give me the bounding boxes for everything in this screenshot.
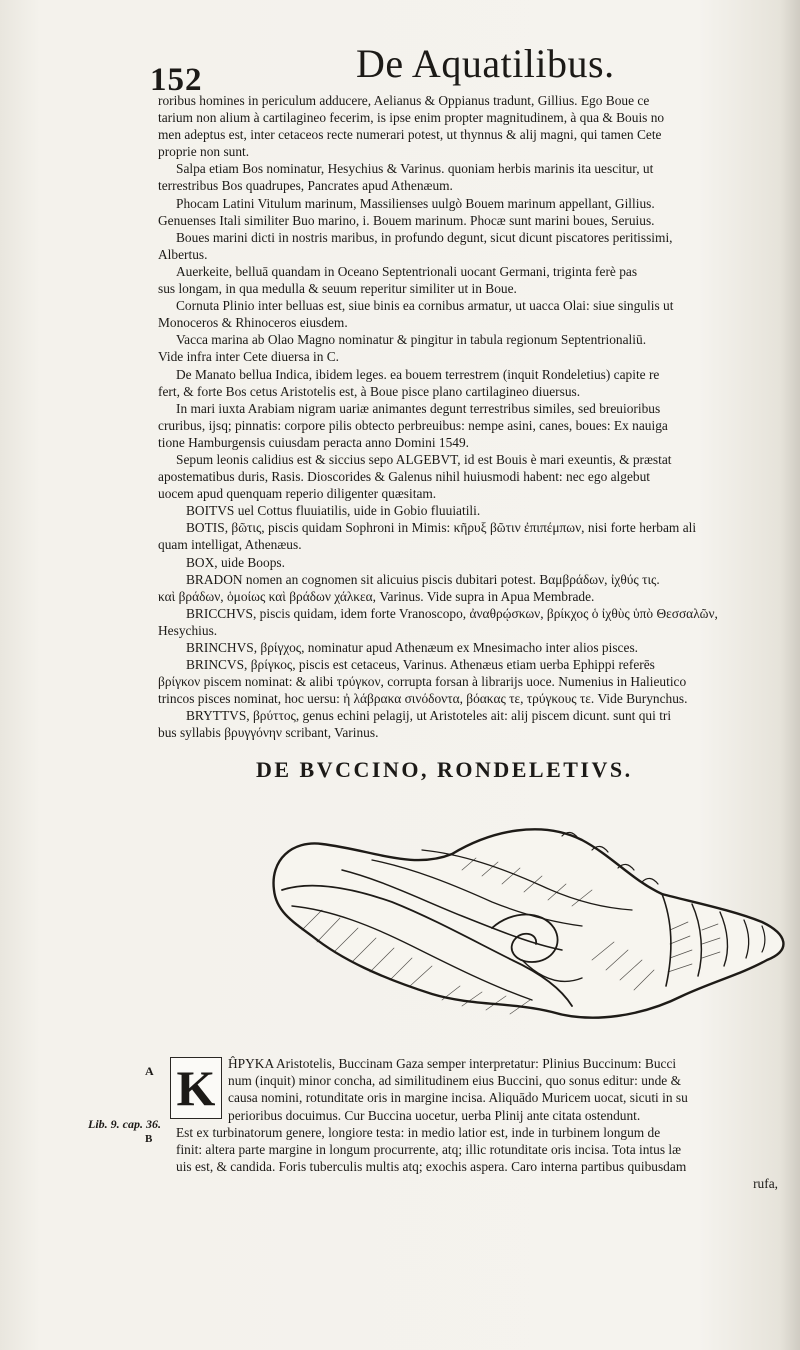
text-line: BRINCHVS, βρίγχος, nominatur apud Athenæum ex Mnesimacho inter alios pisces. xyxy=(186,640,639,655)
text-line: num (inquit) minor concha, ad similitudinem eius Buccini, quo sonus editur: unde & xyxy=(228,1073,681,1089)
text-line: tarium non alium à cartilagineo fecerim, is ipse enim propter magnitudinem, à qua & Bouis no xyxy=(158,110,665,126)
text-line: perioribus docuimus. Cur Buccina uocetur, uerba Plinij ante citata ostendunt. xyxy=(228,1107,641,1123)
text-line: BRINCVS, βρίγκος, piscis est cetaceus, Varinus. Athenæus etiam uerba Ephippi referēs xyxy=(186,657,655,673)
buccinum-shell-illustration xyxy=(262,810,800,1040)
text-line: trincos pisces nominat, hoc uersu: ἠ λάβρακα σινόδοντα, βόακας τε, τρύγκους τε. Vide Burynchus. xyxy=(158,691,688,707)
margin-reference: Lib. 9. cap. 36. xyxy=(88,1117,161,1131)
margin-letter-b: B xyxy=(145,1133,153,1145)
text-line: tione Hamburgensis cuiusdam peracta anno Domini 1549. xyxy=(158,434,470,450)
text-line: rufa, xyxy=(753,1176,778,1192)
text-line: Hesychius. xyxy=(158,622,218,638)
text-line: In mari iuxta Arabiam nigram uariæ animantes degunt terrestribus similes, sed breuioribus xyxy=(176,400,661,416)
text-line: uis est, & candida. Foris tuberculis multis atq; exochis aspera. Caro interna partibus quibusdam xyxy=(176,1159,687,1175)
text-line: sus longam, in qua medulla & seuum reperitur similiter ut in Boue. xyxy=(158,281,517,297)
text-line: Vide infra inter Cete diuersa in C. xyxy=(158,349,340,365)
text-line: terrestribus Bos quadrupes, Pancrates apud Athenæum. xyxy=(158,178,453,194)
text-line: Monoceros & Rhinoceros eiusdem. xyxy=(158,315,348,331)
decorated-initial-letter: K xyxy=(176,1060,216,1116)
text-line: proprie non sunt. xyxy=(158,144,250,160)
text-line: fert, & forte Bos cetus Aristotelis est, à Boue pisce plano cartilagineo diuersus. xyxy=(158,383,581,399)
text-line: Genuenses Itali similiter Buo marino, i. Bouem marinum. Phocæ sunt marini boues, Seruius. xyxy=(158,212,655,228)
text-line: bus syllabis βρυγγόνην scribant, Varinus. xyxy=(158,725,379,741)
text-line: uocem apud quenquam reperio diligenter quæsitam. xyxy=(158,486,437,502)
text-line: Cornuta Plinio inter belluas est, siue binis ea cornibus armatur, ut uacca Olai: siue singulis ut xyxy=(176,298,674,314)
text-line: BRADON nomen an cognomen sit alicuius piscis dubitari potest. Βαμβράδων, ἰχθύς τις. xyxy=(186,571,660,587)
text-line: Auerkeite, belluā quandam in Oceano Septentrionali uocant Germani, triginta ferè pas xyxy=(176,263,638,279)
body-text xyxy=(158,92,788,742)
text-line: Salpa etiam Bos nominatur, Hesychius & Varinus. quoniam herbis marinis ita uescitur, ut xyxy=(176,161,654,177)
text-line: cruribus, ijsq; pinnatis: corpore pilis obtecto perbreuibus: nempe asini, canes, boues: Ex nauiga xyxy=(158,417,668,433)
margin-letter-a: A xyxy=(145,1064,154,1078)
text-line: men adeptus est, inter cetaceos recte numerari potest, ut thynnus & alij magni, qui tamen Cete xyxy=(158,127,662,143)
text-line: causa nomini, rotunditate oris in margine incisa. Aliquādo Muricem uocat, sicuti in su xyxy=(228,1090,688,1106)
section-title: DE BVCCINO, RONDELETIVS. xyxy=(256,757,633,782)
text-line: quam intelligat, Athenæus. xyxy=(158,537,302,553)
text-line: Sepum leonis calidius est & siccius sepo ALGEBVT, id est Bouis è mari exeuntis, & præstat xyxy=(176,451,672,467)
shell-description-text xyxy=(158,1055,790,1193)
text-line: Phocam Latini Vitulum marinum, Massilienses uulgò Bouem marinum appellant, Gillius. xyxy=(176,195,655,211)
text-line: Albertus. xyxy=(158,246,208,262)
text-line: BRICCHVS, piscis quidam, idem forte Vranoscopo, ἀναθρῴσκων, βρίκχος ὁ ἰχθὺς ὑπὸ Θεσσαλῶν, xyxy=(186,605,718,621)
page-number: 152 xyxy=(150,62,203,98)
text-line: BRYTTVS, βρύττος, genus echini pelagij, ut Aristoteles ait: alij piscem dicunt. sunt qui tri xyxy=(186,708,672,724)
text-line: BOX, uide Boops. xyxy=(186,554,285,570)
text-line: finit: altera parte margine in longum procurrente, atq; illic rotunditate oris incisa. Tota intus læ xyxy=(176,1141,682,1157)
text-line: apostematibus duris, Rasis. Dioscorides & Galenus nihil huiusmodi habent: nec ego algebut xyxy=(158,469,651,485)
text-line: De Manato bellua Indica, ibidem leges. ea bouem terrestrem (inquit Rondeletius) capite re xyxy=(176,366,660,382)
text-line: Est ex turbinatorum genere, longiore testa: in medio latior est, inde in turbinem longum de xyxy=(176,1124,661,1140)
text-line: roribus homines in periculum adducere, Aelianus & Oppianus tradunt, Gillius. Ego Boue ce xyxy=(158,93,650,108)
text-line: Boues marini dicti in nostris maribus, in profundo degunt, sicut dicunt piscatores peritissimi, xyxy=(176,229,673,245)
text-line: Vacca marina ab Olao Magno nominatur & pingitur in tabula regionum Septentrionaliū. xyxy=(176,332,647,348)
text-line: ĤPYKA Aristotelis, Buccinam Gaza semper interpretatur: Plinius Buccinum: Bucci xyxy=(228,1056,677,1071)
running-head: De Aquatilibus. xyxy=(356,41,615,86)
text-line: βρίγκον piscem nominat: & alibi τρύγκον, corrupta forsan à librarijs uoce. Numenius in Halieutico xyxy=(158,674,687,690)
text-line: BOITVS uel Cottus fluuiatilis, uide in Gobio fluuiatili. xyxy=(186,503,481,519)
text-line: BOTIS, βῶτις, piscis quidam Sophroni in Mimis: κῆρυξ βῶτιν ἐπιπέμπων, nisi forte herbam ali xyxy=(186,520,697,536)
text-line: καὶ βράδων, ὁμοίως καὶ βράδων χάλκεα, Varinus. Vide supra in Apua Membrade. xyxy=(158,588,595,604)
